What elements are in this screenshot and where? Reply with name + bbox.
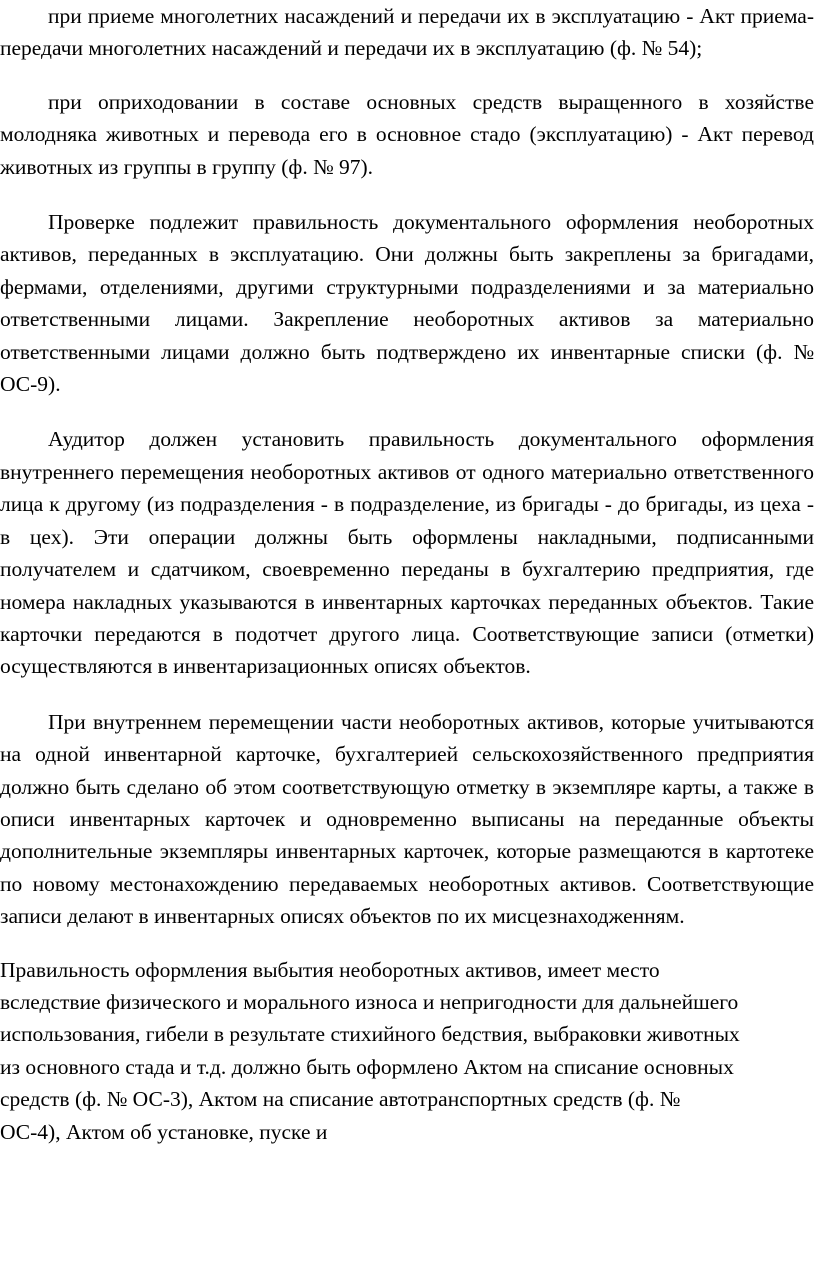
paragraph-perennial-plantings: при приеме многолетних насаждений и передачи их в эксплуатацию - Акт приема-передачи многолетних насаждений и передачи их в эксплуатацию (ф. № 54); bbox=[0, 4, 814, 61]
paragraph-asset-disposal: Правильность оформления выбытия необоротных активов, имеет место вследствие физического и морального износа и непригодности для дальнейшего использования, гибели в результате стихийного бедствия, выбраковки животных из основного стада и т.д. должно быть оформлено Актом на списание основных средств (ф. № ОС-3), Актом на списание автотранспортных средств (ф. № ОС-4), Актом об установке, пуске и bbox=[0, 957, 740, 1144]
paragraph-internal-movement: Аудитор должен установить правильность документального оформления внутреннего перемещения необоротных активов от одного материально ответственного лица к другому (из подразделения - в подразделение, из бригады - до бригады, из цеха - в цех). Эти операции должны быть оформлены накладными, подписанными получателем и сдатчиком, своевременно переданы в бухгалтерию предприятия, где номера накладных указываются в инвентарных карточках переданных объектов. Такие карточки передаются в подотчет другого лица. Соответствующие записи (отметки) осуществляются в инвентаризационных описях объектов. bbox=[0, 427, 814, 679]
paragraph-young-animals: при оприходовании в составе основных средств выращенного в хозяйстве молодняка животных и перевода его в основное стадо (эксплуатацию) - Акт перевод животных из группы в группу (ф. № 97). bbox=[0, 89, 814, 179]
paragraph-partial-movement: При внутреннем перемещении части необоротных активов, которые учитываются на одной инвентарной карточке, бухгалтерией сельскохозяйственного предприятия должно быть сделано об этом соответствующую отметку в экземпляре карты, а также в описи инвентарных карточек и одновременно выписаны на переданные объекты дополнительные экземпляры инвентарных карточек, которые размещаются в картотеке по новому местонахождению передаваемых необоротных активов. Соответствующие записи делают в инвентарных описях объектов по их мисцезнаходженням. bbox=[0, 709, 814, 929]
paragraph-assets-verification: Проверке подлежит правильность документального оформления необоротных активов, переданных в эксплуатацию. Они должны быть закреплены за бригадами, фермами, отделениями, другими структурными подразделениями и за материально ответственными лицами. Закрепление необоротных активов за материально ответственными лицами должно быть подтверждено их инвентарные списки (ф. № ОС-9). bbox=[0, 210, 814, 397]
